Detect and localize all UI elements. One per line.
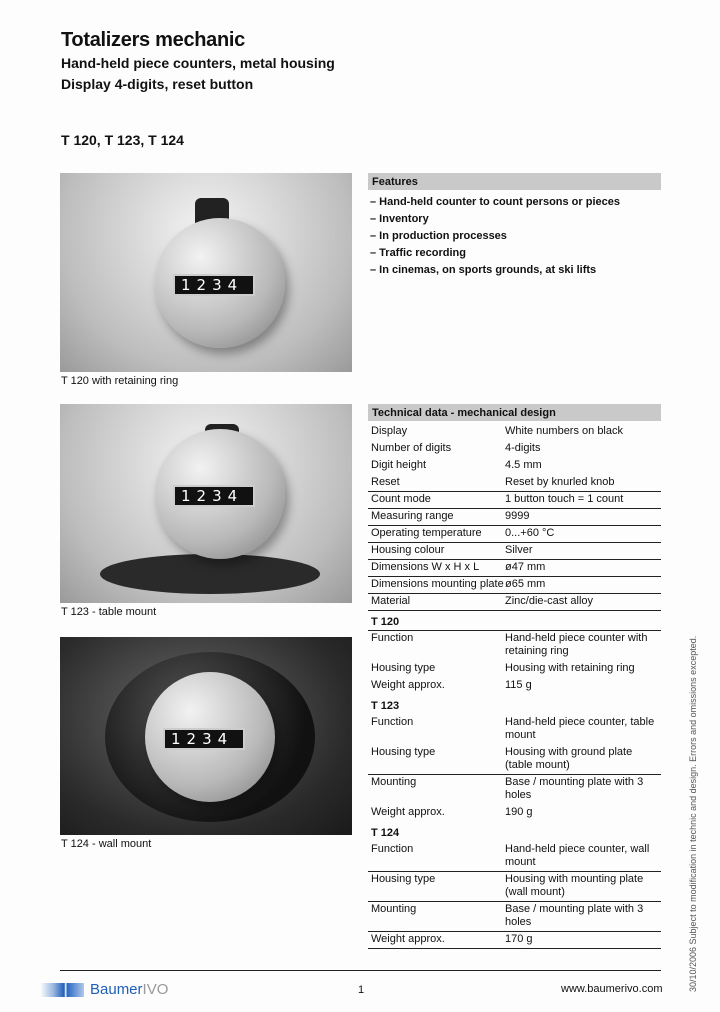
table-section-heading: T 124 bbox=[371, 827, 400, 839]
table-row bbox=[368, 492, 661, 509]
table-row bbox=[368, 842, 661, 872]
feature-item: – Inventory bbox=[370, 213, 429, 225]
subtitle-2: Display 4-digits, reset button bbox=[61, 76, 254, 92]
row-value: Silver bbox=[505, 544, 533, 556]
row-value: Hand-held piece counter, wall mount bbox=[505, 843, 650, 868]
row-value: 9999 bbox=[505, 510, 530, 522]
table-row bbox=[368, 805, 661, 822]
row-label: Dimensions W x H x L bbox=[371, 561, 480, 573]
row-label: Measuring range bbox=[371, 510, 454, 522]
row-value: Reset by knurled knob bbox=[505, 476, 615, 488]
side-note: 30/10/2006 Subject to modification in technic and design. Errors and omissions excepted. bbox=[688, 635, 698, 992]
counter-display: 1234 bbox=[173, 274, 255, 296]
row-label: Reset bbox=[371, 476, 400, 488]
website-link[interactable]: www.baumerivo.com bbox=[561, 983, 663, 995]
row-label: Number of digits bbox=[371, 442, 452, 454]
row-value: 170 g bbox=[505, 933, 533, 945]
row-label: Weight approx. bbox=[371, 806, 445, 818]
row-label: Display bbox=[371, 425, 408, 437]
caption-t124: T 124 - wall mount bbox=[61, 838, 152, 850]
row-value: Base / mounting plate with 3 holes bbox=[505, 776, 644, 801]
row-value: Hand-held piece counter, table mount bbox=[505, 716, 655, 741]
row-value: 115 g bbox=[505, 679, 532, 691]
logo-text-baumer: Baumer bbox=[90, 981, 143, 998]
table-row bbox=[368, 441, 661, 458]
row-label: Function bbox=[371, 632, 414, 644]
row-label: Weight approx. bbox=[371, 679, 445, 691]
row-label: Housing type bbox=[371, 873, 436, 885]
table-row bbox=[368, 775, 661, 805]
counter-display: 1234 bbox=[173, 485, 255, 507]
row-label: Weight approx. bbox=[371, 933, 445, 945]
features-list bbox=[370, 196, 620, 281]
row-label: Operating temperature bbox=[371, 527, 482, 539]
feature-item: – Traffic recording bbox=[370, 247, 466, 259]
page-number: 1 bbox=[358, 984, 365, 996]
feature-item: – In production processes bbox=[370, 230, 507, 242]
baumer-ivo-logo bbox=[40, 981, 168, 998]
tech-data-table bbox=[368, 424, 661, 949]
table-row bbox=[368, 543, 661, 560]
row-value: Housing with retaining ring bbox=[505, 662, 635, 674]
table-row bbox=[368, 458, 661, 475]
row-label: Count mode bbox=[371, 493, 431, 505]
table-row bbox=[368, 745, 661, 775]
row-label: Housing type bbox=[371, 662, 436, 674]
row-value: 4.5 mm bbox=[505, 459, 542, 471]
logo-text-ivo: IVO bbox=[142, 981, 169, 998]
photo-t120 bbox=[60, 173, 352, 372]
row-label: Dimensions mounting plate bbox=[371, 578, 504, 590]
row-label: Housing colour bbox=[371, 544, 445, 556]
row-value: 4-digits bbox=[505, 442, 541, 454]
row-value: Base / mounting plate with 3 holes bbox=[505, 903, 644, 928]
tech-data-header: Technical data - mechanical design bbox=[368, 404, 661, 421]
table-row bbox=[368, 872, 661, 902]
row-value: Housing with ground plate (table mount) bbox=[505, 746, 633, 771]
subtitle: Hand-held piece counters, metal housing bbox=[61, 55, 335, 71]
table-row bbox=[368, 509, 661, 526]
photo-t124 bbox=[60, 637, 352, 835]
table-row bbox=[368, 577, 661, 594]
row-label: Digit height bbox=[371, 459, 427, 471]
row-value: 190 g bbox=[505, 806, 533, 818]
caption-t120: T 120 with retaining ring bbox=[61, 375, 179, 387]
table-row bbox=[368, 560, 661, 577]
row-label: Function bbox=[371, 716, 414, 728]
counter-display: 1234 bbox=[163, 728, 245, 750]
table-section-heading: T 120 bbox=[368, 611, 661, 631]
row-label: Mounting bbox=[371, 776, 417, 788]
features-header: Features bbox=[368, 173, 661, 190]
model-list: T 120, T 123, T 124 bbox=[61, 132, 184, 148]
row-value: Housing with mounting plate (wall mount) bbox=[505, 873, 644, 898]
table-row bbox=[368, 631, 661, 661]
feature-item: – In cinemas, on sports grounds, at ski lifts bbox=[370, 264, 597, 276]
row-value: 0...+60 °C bbox=[505, 527, 555, 539]
table-row bbox=[368, 424, 661, 441]
logo-bars-icon bbox=[40, 983, 84, 997]
table-row bbox=[368, 661, 661, 678]
row-value: White numbers on black bbox=[505, 425, 623, 437]
table-row bbox=[368, 678, 661, 695]
table-row bbox=[368, 932, 661, 949]
row-value: ø65 mm bbox=[505, 578, 546, 590]
page-title: Totalizers mechanic bbox=[61, 29, 245, 51]
table-row bbox=[368, 902, 661, 932]
table-row bbox=[368, 715, 661, 745]
row-label: Mounting bbox=[371, 903, 417, 915]
row-value: 1 button touch = 1 count bbox=[505, 493, 624, 505]
photo-t123 bbox=[60, 404, 352, 603]
table-section-heading: T 123 bbox=[371, 700, 400, 712]
feature-item: – Hand-held counter to count persons or pieces bbox=[370, 196, 620, 208]
row-label: Material bbox=[371, 595, 411, 607]
caption-t123: T 123 - table mount bbox=[61, 606, 157, 618]
table-row bbox=[368, 475, 661, 492]
row-value: Zinc/die-cast alloy bbox=[505, 595, 594, 607]
footer-divider bbox=[60, 970, 661, 971]
row-label: Housing type bbox=[371, 746, 436, 758]
table-row bbox=[368, 526, 661, 543]
row-value: ø47 mm bbox=[505, 561, 546, 573]
row-value: Hand-held piece counter with retaining ring bbox=[505, 632, 648, 657]
table-row bbox=[368, 594, 661, 611]
row-label: Function bbox=[371, 843, 414, 855]
